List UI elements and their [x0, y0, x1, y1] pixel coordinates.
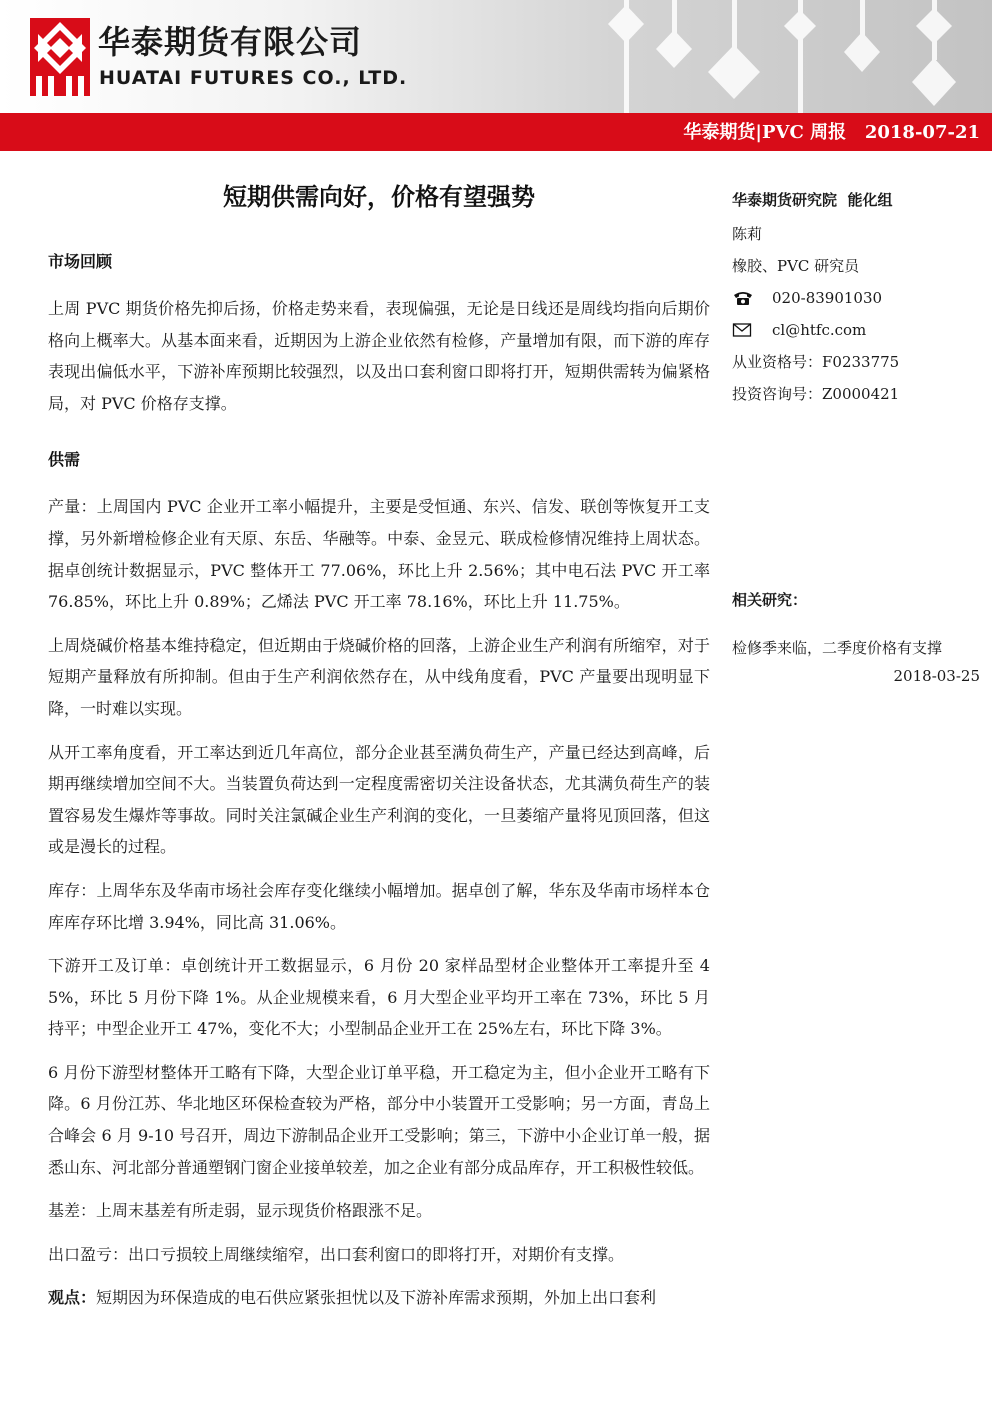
envelope-icon — [732, 322, 754, 338]
paragraph-operating-rate: 从开工率角度看，开工率达到近几年高位，部分企业甚至满负荷生产，产量已经达到高峰，后期再继续增加空间不大。当装置负荷达到一定程度需密切关注设备状态，尤其满负荷生产的装置容易发生爆炸等事故。同时关注氯碱企业生产利润的变化，一旦萎缩产量将见顶回落，但这或是漫长的过程。 — [48, 742, 710, 857]
analyst-phone — [732, 282, 984, 314]
related-research-date: 2018-03-25 — [893, 667, 980, 685]
paragraph-caustic-soda: 上周烧碱价格基本维持稳定，但近期由于烧碱价格的回落，上游企业生产利润有所缩窄，对于短期产量释放有所抑制。但由于生产利润依然存在，从中线角度看，PVC 产量要出现明显下降，一时难以实现。 — [48, 635, 710, 718]
report-title: 短期供需向好，价格有望强势 — [223, 182, 535, 211]
analyst-phone-number: 020-83901030 — [772, 289, 883, 307]
section-heading-market-review: 市场回顾 — [48, 252, 113, 271]
paragraph-market-review: 上周 PVC 期货价格先抑后扬，价格走势来看，表现偏强，无论是日线还是周线均指向后期价格向上概率大。从基本面来看，近期因为上游企业依然有检修，产量增加有限，而下游的库存表现出偏低水平，下游补库预期比较强烈，以及出口套利窗口即将打开，短期供需转为偏紧格局，对 PVC 价格存支撑。 — [48, 299, 710, 413]
report-body — [48, 180, 710, 1314]
section-heading-supply-demand: 供需 — [48, 450, 81, 470]
paragraph-downstream-orders: 下游开工及订单：卓创统计开工数据显示，6 月份 20 家样品型材企业整体开工率提升至 45%，环比 5 月份下降 1%。从企业规模来看，6 月大型企业平均开工率在 73%，环比 5 月持平；中型企业开工 47%，变化不大；小型制品企业开工在 25%左右，环比下降 3%。 — [48, 956, 710, 1039]
header-decoration — [560, 0, 992, 113]
huatai-logo-icon — [30, 18, 90, 96]
analyst-email — [732, 314, 984, 346]
report-banner — [0, 113, 992, 151]
license-number: 从业资格号：F0233775 — [732, 353, 900, 371]
paragraph-basis: 基差：上周末基差有所走弱，显示现货价格跟涨不足。 — [48, 1201, 433, 1221]
consult-number: 投资咨询号：Z0000421 — [732, 385, 900, 403]
paragraph-inventory: 库存：上周华东及华南市场社会库存变化继续小幅增加。据卓创了解，华东及华南市场样本仓库库存环比增 3.94%，同比高 31.06%。 — [48, 880, 710, 932]
report-banner-label: 华泰期货|PVC 周报 2018-07-21 — [683, 122, 980, 143]
paragraph-downstream-june: 6 月份下游型材整体开工略有下降，大型企业订单平稳，开工稳定为主，但小企业开工略有下降。6 月份江苏、华北地区环保检查较为严格，部分中小装置开工受影响；另一方面，青岛上合峰会 6 月 9-10 号召开，周边下游制品企业开工受影响；第三，下游中小企业订单一般，据悉山东、河北部分普通塑钢门窗企业接单较差，加之企业有部分成品库存，开工积极性较低。 — [48, 1062, 710, 1177]
analyst-role: 橡胶、PVC 研究员 — [732, 257, 860, 275]
paragraph-production: 产量：上周国内 PVC 企业开工率小幅提升，主要是受恒通、东兴、信发、联创等恢复开工支撑，另外新增检修企业有天原、东岳、华融等。中泰、金昱元、联成检修情况维持上周状态。据卓创统计数据显示，PVC 整体开工 77.06%，环比上升 2.56%；其中电石法 PVC 开工率 76.85%，环比上升 0.89%；乙烯法 PVC 开工率 78.16%，环比上升 11.75%。 — [48, 497, 710, 612]
viewpoint-label: 观点： — [48, 1288, 97, 1308]
viewpoint-text: 短期因为环保造成的电石供应紧张担忧以及下游补库需求预期，外加上出口套利 — [96, 1288, 657, 1308]
company-name-cn: 华泰期货有限公司 — [98, 23, 363, 61]
page-header — [0, 0, 992, 113]
telephone-icon — [732, 290, 754, 306]
analyst-email-address[interactable]: cl@htfc.com — [772, 321, 867, 339]
related-research-title[interactable]: 检修季来临，二季度价格有支撑 — [732, 639, 943, 657]
research-team: 华泰期货研究院 能化组 — [732, 191, 893, 209]
related-research-heading: 相关研究： — [732, 591, 808, 609]
analyst-name: 陈莉 — [732, 225, 763, 243]
paragraph-export: 出口盈亏：出口亏损较上周继续缩窄，出口套利窗口的即将打开，对期价有支撑。 — [48, 1244, 625, 1264]
company-name-en: HUATAI FUTURES CO., LTD. — [99, 67, 408, 89]
analyst-sidebar — [732, 186, 984, 410]
paragraph-viewpoint — [48, 1282, 710, 1314]
